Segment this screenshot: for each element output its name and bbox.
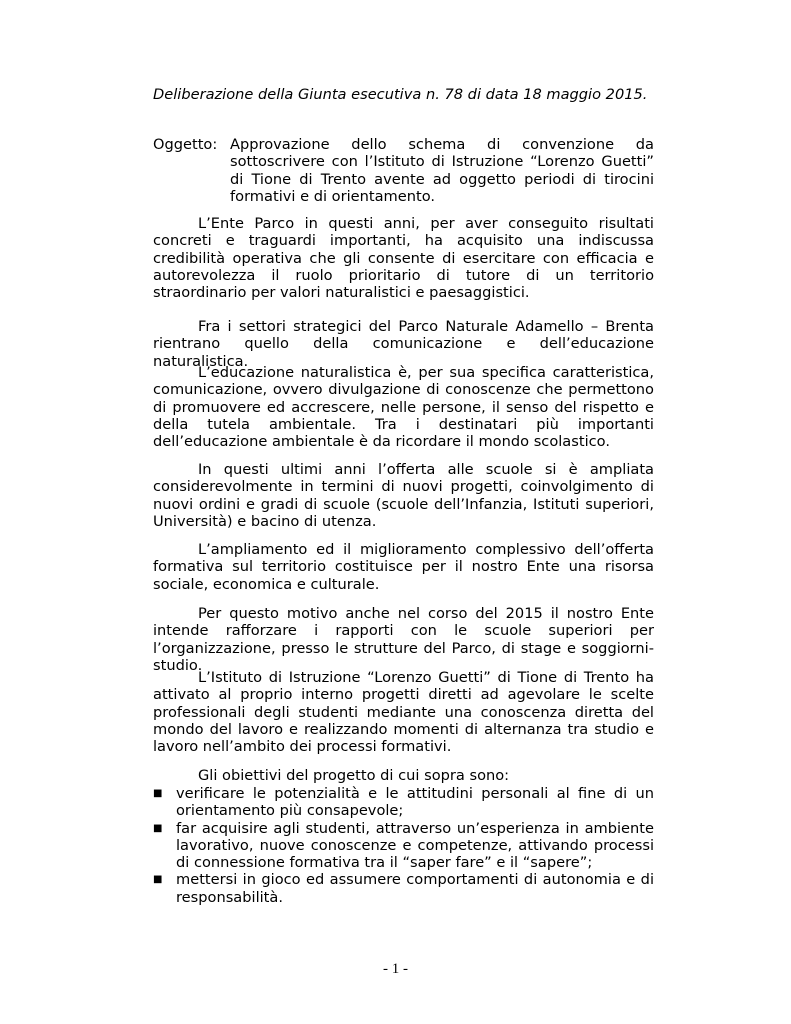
paragraph-ente-parco: L’Ente Parco in questi anni, per aver conseguito risultati concreti e traguardi importanti, ha acquisito una indiscussa credibilità operativa che gli consente di esercitare con efficacia e autorevolezza il ruolo prioritario di tutore di un territorio straordinario per valori naturalistici e paesaggistici. [153,215,654,302]
list-item [153,871,654,906]
square-bullet-icon: ■ [153,822,163,834]
deliberation-heading: Deliberazione della Giunta esecutiva n. 78 di data 18 maggio 2015. [153,86,648,103]
paragraph-settori-strategici: Fra i settori strategici del Parco Naturale Adamello – Brenta rientrano quello della comunicazione e dell’educazione naturalistica. [153,318,654,370]
paragraph-motivo-2015: Per questo motivo anche nel corso del 2015 il nostro Ente intende rafforzare i rapporti con le scuole superiori per l’organizzazione, presso le strutture del Parco, di stage e soggiorni-studio. [153,605,654,674]
subject-block [153,136,654,205]
page-number: - 1 - [383,961,408,977]
square-bullet-icon: ■ [153,874,163,886]
objective-text: mettersi in gioco ed assumere comportamenti di autonomia e di responsabilità. [176,871,654,906]
paragraph-educazione-naturalistica: L’educazione naturalistica è, per sua specifica caratteristica, comunicazione, ovvero divulgazione di conoscenze che permettono di promuovere ed accrescere, nelle persone, il senso del rispetto e della tutela ambientale. Tra i destinatari più importanti dell’educazione ambientale è da ricordare il mondo scolastico. [153,364,654,451]
list-item [153,820,654,872]
objective-text: far acquisire agli studenti, attraverso un’esperienza in ambiente lavorativo, nuove conoscenze e competenze, attivando processi di connessione formativa tra il “saper fare” e il “sapere”; [176,819,654,872]
subject-text: Approvazione dello schema di convenzione da sottoscrivere con l’Istituto di Istruzione “Lorenzo Guetti” di Tione di Trento avente ad oggetto periodi di tirocini formativi e di orientamento. [230,136,654,205]
paragraph-istituto-guetti: L’Istituto di Istruzione “Lorenzo Guetti” di Tione di Trento ha attivato al proprio interno progetti diretti ad agevolare le scelte professionali degli studenti mediante una conoscenza diretta del mondo del lavoro e realizzando momenti di alternanza tra studio e lavoro nell’ambito dei processi formativi. [153,669,654,756]
list-item [153,785,654,820]
square-bullet-icon: ■ [153,788,163,799]
paragraph-ampliamento: L’ampliamento ed il miglioramento complessivo dell’offerta formativa sul territorio costituisce per il nostro Ente una risorsa sociale, economica e culturale. [153,541,654,593]
objectives-list [153,785,654,906]
paragraph-offerta-scuole: In questi ultimi anni l’offerta alle scuole si è ampliata considerevolmente in termini di nuovi progetti, coinvolgimento di nuovi ordini e gradi di scuole (scuole dell’Infanzia, Istituti superiori, Università) e bacino di utenza. [153,461,654,530]
subject-label: Oggetto: [153,136,218,153]
paragraph-obiettivi-intro: Gli obiettivi del progetto di cui sopra sono: [198,767,510,784]
objective-text: verificare le potenzialità e le attitudini personali al fine di un orientamento più consapevole; [176,785,654,820]
